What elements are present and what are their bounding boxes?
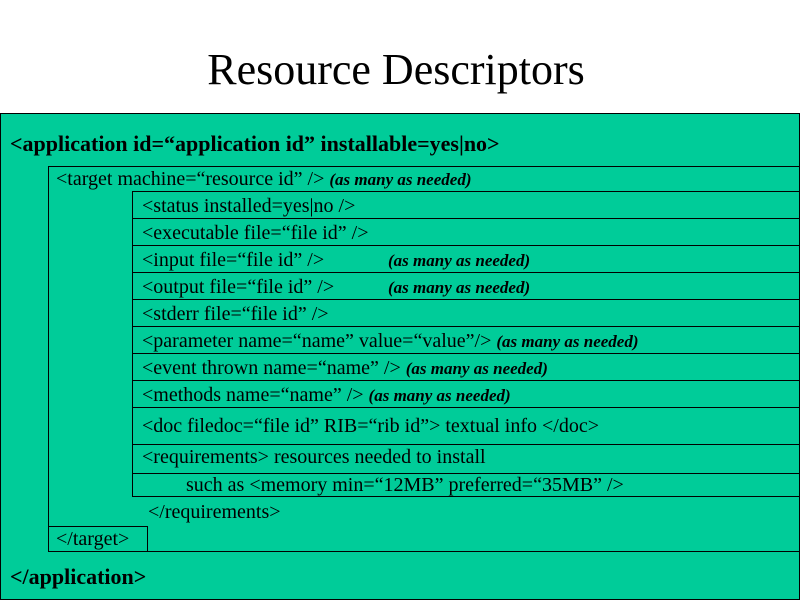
requirements-detail-line: such as <memory min=“12MB” preferred=“35MB” /> (186, 474, 624, 496)
parameter-line-text: <parameter name=“name” value=“value”/> (142, 330, 492, 352)
methods-line (142, 383, 511, 408)
input-line (142, 248, 324, 272)
methods-line-text: <methods name=“name” /> (142, 384, 364, 406)
application-close-tag: </application> (10, 564, 147, 589)
parameter-note: (as many as needed) (496, 332, 639, 351)
target-open-tag (56, 167, 471, 192)
methods-note: (as many as needed) (368, 386, 511, 405)
input-line-text: <input file=“file id” /> (142, 249, 325, 271)
application-open-tag: <application id=“application id” installable=yes|no> (10, 131, 500, 156)
requirements-close-line: </requirements> (148, 501, 281, 523)
output-note: (as many as needed) (388, 278, 531, 297)
slide-title: Resource Descriptors (207, 45, 585, 94)
event-line-text: <event thrown name=“name” /> (142, 357, 401, 379)
output-line (142, 275, 334, 299)
target-open-tag-text: <target machine=“resource id” /> (56, 168, 325, 190)
input-note: (as many as needed) (388, 251, 531, 270)
status-line: <status installed=yes|no /> (142, 195, 356, 217)
parameter-line (142, 329, 639, 354)
event-line (142, 356, 548, 381)
requirements-open-line: <requirements> resources needed to install (142, 446, 486, 468)
target-close-tag: </target> (56, 528, 130, 550)
doc-line: <doc filedoc=“file id” RIB=“rib id”> textual info </doc> (142, 415, 599, 437)
event-note: (as many as needed) (405, 359, 548, 378)
stderr-line: <stderr file=“file id” /> (142, 303, 329, 325)
output-line-text: <output file=“file id” /> (142, 276, 335, 298)
target-note: (as many as needed) (329, 170, 472, 189)
executable-line: <executable file=“file id” /> (142, 222, 369, 244)
